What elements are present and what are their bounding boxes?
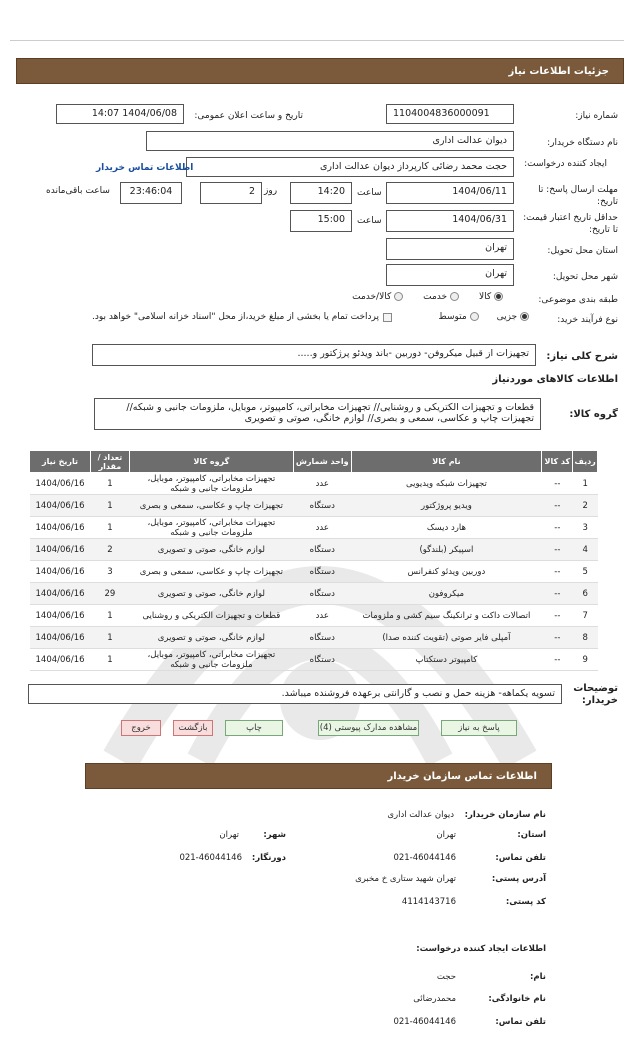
cell-name: دوربین ویدئو کنفرانس	[351, 561, 542, 583]
cell-date: 1404/06/16	[30, 605, 91, 627]
col-unit: واحد شمارش	[293, 451, 351, 473]
cell-date: 1404/06/16	[30, 517, 91, 539]
cell-unit: دستگاه	[293, 583, 351, 605]
table-row	[30, 539, 598, 561]
table-row	[30, 561, 598, 583]
cell-name: تجهیزات شبکه ویدیویی	[351, 473, 542, 495]
cell-name: هارد دیسک	[351, 517, 542, 539]
contact-phone-value: 021-46044146	[393, 853, 456, 863]
cell-date: 1404/06/16	[30, 649, 91, 671]
validity-date-field: 1404/06/31	[386, 210, 514, 232]
cell-row: 7	[573, 605, 598, 627]
category-option-goods-service[interactable]: کالا/خدمت	[352, 292, 403, 302]
cell-group: قطعات و تجهیزات الکتریکی و روشنایی	[129, 605, 293, 627]
summary-field: تجهیزات از قبیل میکروفن- دوربین -باند ویدئو پرژکتور و.....	[92, 344, 536, 366]
cell-code: --	[542, 495, 573, 517]
cell-code: --	[542, 561, 573, 583]
radio-icon[interactable]	[470, 312, 479, 321]
cell-code: --	[542, 649, 573, 671]
buyer-contact-link[interactable]: اطلاعات تماس خریدار	[96, 163, 194, 173]
cell-name: آمپلی فایر صوتی (تقویت کننده صدا)	[351, 627, 542, 649]
table-header-row	[30, 451, 598, 473]
cell-name: کامپیوتر دستکتاپ	[351, 649, 542, 671]
province-field: تهران	[386, 238, 514, 260]
cell-row: 4	[573, 539, 598, 561]
category-option-service[interactable]: خدمت	[423, 292, 459, 302]
reply-time-field: 14:20	[290, 182, 352, 204]
contact-org-value: دیوان عدالت اداری	[387, 810, 454, 820]
group-label: گروه کالا:	[569, 409, 618, 420]
cell-unit: دستگاه	[293, 649, 351, 671]
notes-label: توضیحات خریدار:	[573, 683, 618, 706]
process-label: نوع فرآیند خرید:	[557, 315, 618, 325]
notes-field: تسویه یکماهه- هزینه حمل و نصب و گارانتی برعهده فروشنده میباشد.	[28, 684, 562, 704]
col-qty: تعداد / مقدار	[91, 451, 130, 473]
col-group: گروه کالا	[129, 451, 293, 473]
day-label: روز	[264, 186, 278, 196]
contact-province-value: تهران	[436, 830, 456, 840]
cell-row: 3	[573, 517, 598, 539]
creator-field: حجت محمد رضائی کارپرداز دیوان عدالت اداری	[186, 157, 514, 177]
reply-date-field: 1404/06/11	[386, 182, 514, 204]
view-docs-button[interactable]: مشاهده مدارک پیوستی (4)	[318, 720, 419, 736]
process-option-minor[interactable]: جزیی	[497, 312, 529, 322]
cell-group: تجهیزات چاپ و عکاسی، سمعی و بصری	[129, 561, 293, 583]
creator-last-name-label: نام خانوادگی:	[488, 994, 546, 1004]
radio-selected-icon[interactable]	[520, 312, 529, 321]
reply-button[interactable]: پاسخ به نیاز	[441, 720, 517, 736]
goods-table	[29, 450, 598, 671]
remaining-time-field: 23:46:04	[120, 182, 182, 204]
buyer-org-field: دیوان عدالت اداری	[146, 131, 514, 151]
radio-icon[interactable]	[394, 292, 403, 301]
cell-date: 1404/06/16	[30, 627, 91, 649]
contact-address-label: آدرس پستی:	[491, 874, 546, 884]
contact-phone-label: تلفن تماس:	[495, 853, 546, 863]
contact-org-label: نام سازمان خریدار:	[464, 810, 546, 820]
remaining-label: ساعت باقی‌مانده	[46, 186, 110, 196]
cell-qty: 29	[91, 583, 130, 605]
cell-qty: 2	[91, 539, 130, 561]
page-title: جزئیات اطلاعات نیاز	[508, 66, 609, 77]
page-header	[16, 58, 624, 84]
cell-qty: 1	[91, 605, 130, 627]
cell-qty: 1	[91, 627, 130, 649]
cell-unit: دستگاه	[293, 561, 351, 583]
creator-label: ایجاد کننده درخواست:	[524, 159, 607, 169]
col-row: ردیف	[573, 451, 598, 473]
cell-unit: دستگاه	[293, 539, 351, 561]
cell-group: تجهیزات مخابراتی، کامپیوتر، موبایل، ملزومات جانبی و شبکه	[129, 517, 293, 539]
goods-section-title: اطلاعات کالاهای موردنیاز	[492, 374, 618, 385]
reply-hour-label: ساعت	[357, 188, 382, 198]
cell-unit: دستگاه	[293, 495, 351, 517]
col-date: تاریخ نیاز	[30, 451, 91, 473]
creator-phone-value: 021-46044146	[393, 1017, 456, 1027]
contact-title: اطلاعات تماس سازمان خریدار	[387, 771, 537, 782]
contact-header	[85, 763, 552, 789]
group-field: قطعات و تجهیزات الکتریکی و روشنایی// تجهیزات مخابراتی، کامپیوتر، موبایل، ملزومات جانبی و شبکه// تجهیزات چاپ و عکاسی، سمعی و بصری// لوازم خانگی، صوتی و تصویری	[94, 398, 541, 430]
cell-date: 1404/06/16	[30, 495, 91, 517]
creator-info-title: اطلاعات ایجاد کننده درخواست:	[416, 944, 546, 954]
cell-qty: 3	[91, 561, 130, 583]
treasury-checkbox[interactable]	[383, 313, 392, 322]
cell-code: --	[542, 627, 573, 649]
price-validity-label: حداقل تاریخ اعتبار قیمت: تا تاریخ:	[523, 213, 618, 235]
days-left-field: 2	[200, 182, 262, 204]
contact-province-label: استان:	[517, 830, 546, 840]
need-number-label: شماره نیاز:	[575, 111, 618, 121]
cell-unit: دستگاه	[293, 627, 351, 649]
exit-button[interactable]: خروج	[121, 720, 161, 736]
radio-selected-icon[interactable]	[494, 292, 503, 301]
creator-last-name-value: محمدرضائی	[413, 994, 456, 1004]
city-label: شهر محل تحویل:	[552, 272, 618, 282]
contact-city-value: تهران	[219, 830, 239, 840]
cell-group: تجهیزات چاپ و عکاسی، سمعی و بصری	[129, 495, 293, 517]
cell-row: 2	[573, 495, 598, 517]
cell-code: --	[542, 539, 573, 561]
province-label: استان محل تحویل:	[547, 246, 618, 256]
col-name: نام کالا	[351, 451, 542, 473]
contact-fax-value: 021-46044146	[179, 853, 242, 863]
cell-row: 6	[573, 583, 598, 605]
table-row	[30, 583, 598, 605]
creator-first-name-label: نام:	[529, 972, 546, 982]
payment-note	[52, 312, 392, 322]
validity-time-field: 15:00	[290, 210, 352, 232]
back-button[interactable]: بازگشت	[173, 720, 213, 736]
cell-code: --	[542, 473, 573, 495]
cell-date: 1404/06/16	[30, 561, 91, 583]
top-divider	[10, 40, 624, 41]
cell-date: 1404/06/16	[30, 473, 91, 495]
cell-row: 8	[573, 627, 598, 649]
cell-row: 9	[573, 649, 598, 671]
need-number-field: 1104004836000091	[386, 104, 514, 124]
col-code: کد کالا	[542, 451, 573, 473]
radio-icon[interactable]	[450, 292, 459, 301]
contact-address-value: تهران شهید ستاری خ مخبری	[355, 874, 456, 884]
cell-group: لوازم خانگی، صوتی و تصویری	[129, 583, 293, 605]
cell-code: --	[542, 517, 573, 539]
buyer-org-label: نام دستگاه خریدار:	[547, 138, 618, 148]
city-field: تهران	[386, 264, 514, 286]
cell-unit: عدد	[293, 517, 351, 539]
cell-code: --	[542, 605, 573, 627]
creator-phone-label: تلفن تماس:	[495, 1017, 546, 1027]
cell-qty: 1	[91, 473, 130, 495]
cell-code: --	[542, 583, 573, 605]
contact-postal-value: 4114143716	[401, 897, 456, 907]
validity-hour-label: ساعت	[357, 216, 382, 226]
cell-group: تجهیزات مخابراتی، کامپیوتر، موبایل، ملزومات جانبی و شبکه	[129, 473, 293, 495]
table-row	[30, 473, 598, 495]
cell-name: ویدیو پروژکتور	[351, 495, 542, 517]
cell-group: تجهیزات مخابراتی، کامپیوتر، موبایل، ملزومات جانبی و شبکه	[129, 649, 293, 671]
cell-qty: 1	[91, 495, 130, 517]
cell-name: اتصالات داکت و ترانکینگ سیم کشی و ملزومات	[351, 605, 542, 627]
table-row	[30, 605, 598, 627]
table-row	[30, 495, 598, 517]
cell-name: اسپیکر (بلندگو)	[351, 539, 542, 561]
summary-label: شرح کلی نیاز:	[546, 351, 618, 362]
category-radio-group	[352, 292, 503, 302]
cell-qty: 1	[91, 517, 130, 539]
cell-row: 1	[573, 473, 598, 495]
category-label: طبقه بندی موضوعی:	[538, 295, 618, 305]
payment-note-text: پرداخت تمام یا بخشی از مبلغ خرید،از محل "اسناد خزانه اسلامی" خواهد بود.	[91, 312, 379, 322]
process-option-medium[interactable]: متوسط	[438, 312, 478, 322]
cell-group: لوازم خانگی، صوتی و تصویری	[129, 627, 293, 649]
table-row	[30, 649, 598, 671]
table-row	[30, 627, 598, 649]
creator-first-name-value: حجت	[436, 972, 456, 982]
contact-fax-label: دورنگار:	[251, 853, 286, 863]
print-button[interactable]: چاپ	[225, 720, 283, 736]
announce-label: تاریخ و ساعت اعلان عمومی:	[194, 111, 303, 121]
cell-name: میکروفون	[351, 583, 542, 605]
announce-field: 1404/06/08 14:07	[56, 104, 184, 124]
contact-postal-label: کد پستی:	[505, 897, 546, 907]
cell-date: 1404/06/16	[30, 539, 91, 561]
cell-unit: عدد	[293, 473, 351, 495]
category-option-goods[interactable]: کالا	[479, 292, 503, 302]
contact-city-label: شهر:	[263, 830, 286, 840]
process-radio-group	[438, 312, 529, 322]
table-row	[30, 517, 598, 539]
reply-deadline-label: مهلت ارسال پاسخ: تا تاریخ:	[538, 185, 618, 207]
cell-group: لوازم خانگی، صوتی و تصویری	[129, 539, 293, 561]
cell-row: 5	[573, 561, 598, 583]
cell-unit: عدد	[293, 605, 351, 627]
cell-qty: 1	[91, 649, 130, 671]
cell-date: 1404/06/16	[30, 583, 91, 605]
